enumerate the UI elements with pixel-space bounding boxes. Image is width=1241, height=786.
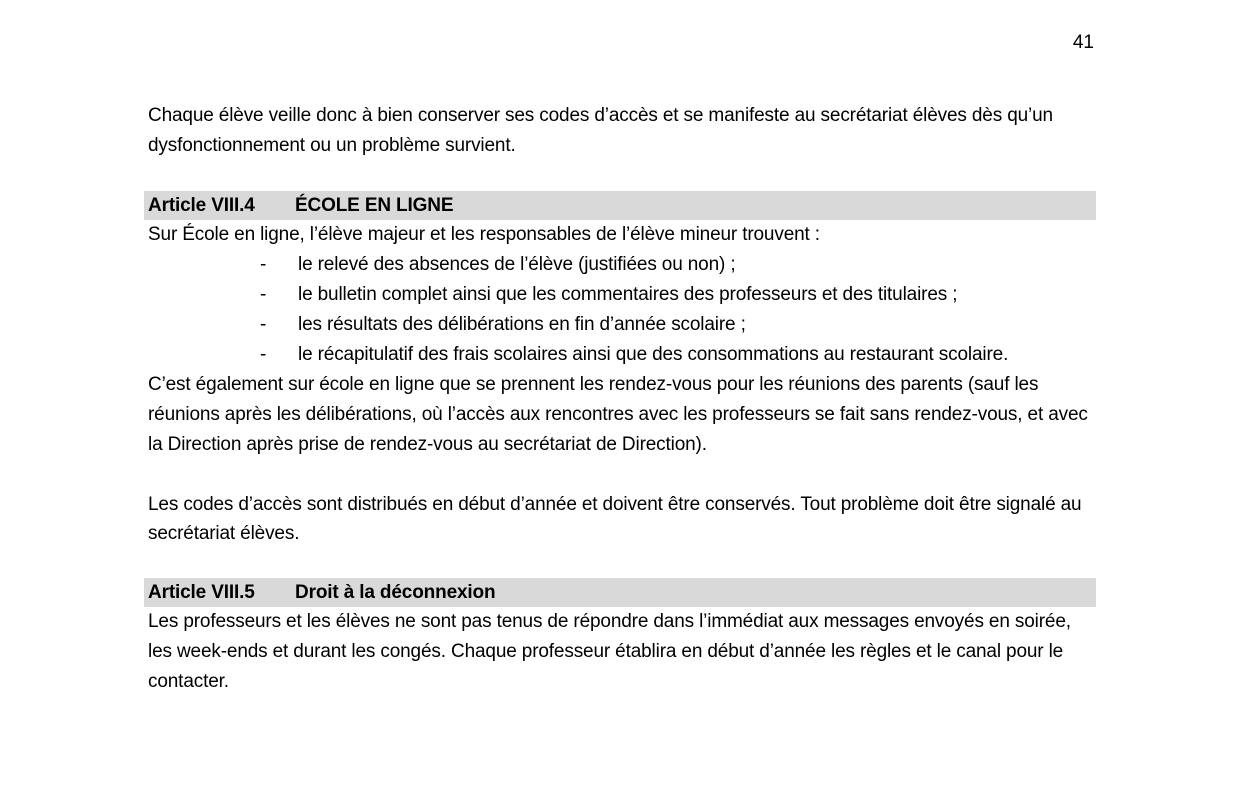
list-dash: - <box>260 254 267 275</box>
article-viii-4-list <box>148 250 1094 370</box>
article-viii-4-paragraph-3: Les codes d’accès sont distribués en début d’année et doivent être conservés. Tout problème doit être signalé au secrétariat élèves. <box>148 494 1082 544</box>
list-item: - le bulletin complet ainsi que les commentaires des professeurs et des titulaires ; <box>148 280 1094 310</box>
list-item: - le relevé des absences de l’élève (justifiées ou non) ; <box>148 250 1094 280</box>
article-viii-4-title: ÉCOLE EN LIGNE <box>295 195 454 216</box>
article-viii-5-paragraph: Les professeurs et les élèves ne sont pas tenus de répondre dans l’immédiat aux messages envoyés en soirée, les week-ends et durant les congés. Chaque professeur établira en début d’année les règles et le canal pour le contacter. <box>148 611 1071 692</box>
list-dash: - <box>260 284 267 305</box>
article-viii-4-header <box>144 191 1096 220</box>
article-viii-4-paragraph-2: C’est également sur école en ligne que se prennent les rendez-vous pour les réunions des parents (sauf les réunions après les délibérations, où l’accès aux rencontres avec les professeurs se fait sans rendez-vous, et avec la Direction après prise de rendez-vous au secrétariat de Direction). <box>148 374 1088 455</box>
article-viii-5-header <box>144 578 1096 607</box>
article-viii-5-title: Droit à la déconnexion <box>295 582 496 603</box>
list-item: - le récapitulatif des frais scolaires ainsi que des consommations au restaurant scolaire. <box>148 340 1094 370</box>
list-dash: - <box>260 314 267 335</box>
article-viii-4-number: Article VIII.4 <box>148 195 255 216</box>
intro-paragraph: Chaque élève veille donc à bien conserver ses codes d’accès et se manifeste au secrétariat élèves dès qu’un dysfonctionnement ou un problème survient. <box>148 105 1053 156</box>
list-dash: - <box>260 344 267 365</box>
page-number: 41 <box>1072 32 1094 53</box>
list-item: - les résultats des délibérations en fin d’année scolaire ; <box>148 310 1094 340</box>
article-viii-4-lead: Sur École en ligne, l’élève majeur et les responsables de l’élève mineur trouvent : <box>148 224 820 245</box>
article-viii-5-number: Article VIII.5 <box>148 582 255 603</box>
document-body <box>148 101 1094 697</box>
